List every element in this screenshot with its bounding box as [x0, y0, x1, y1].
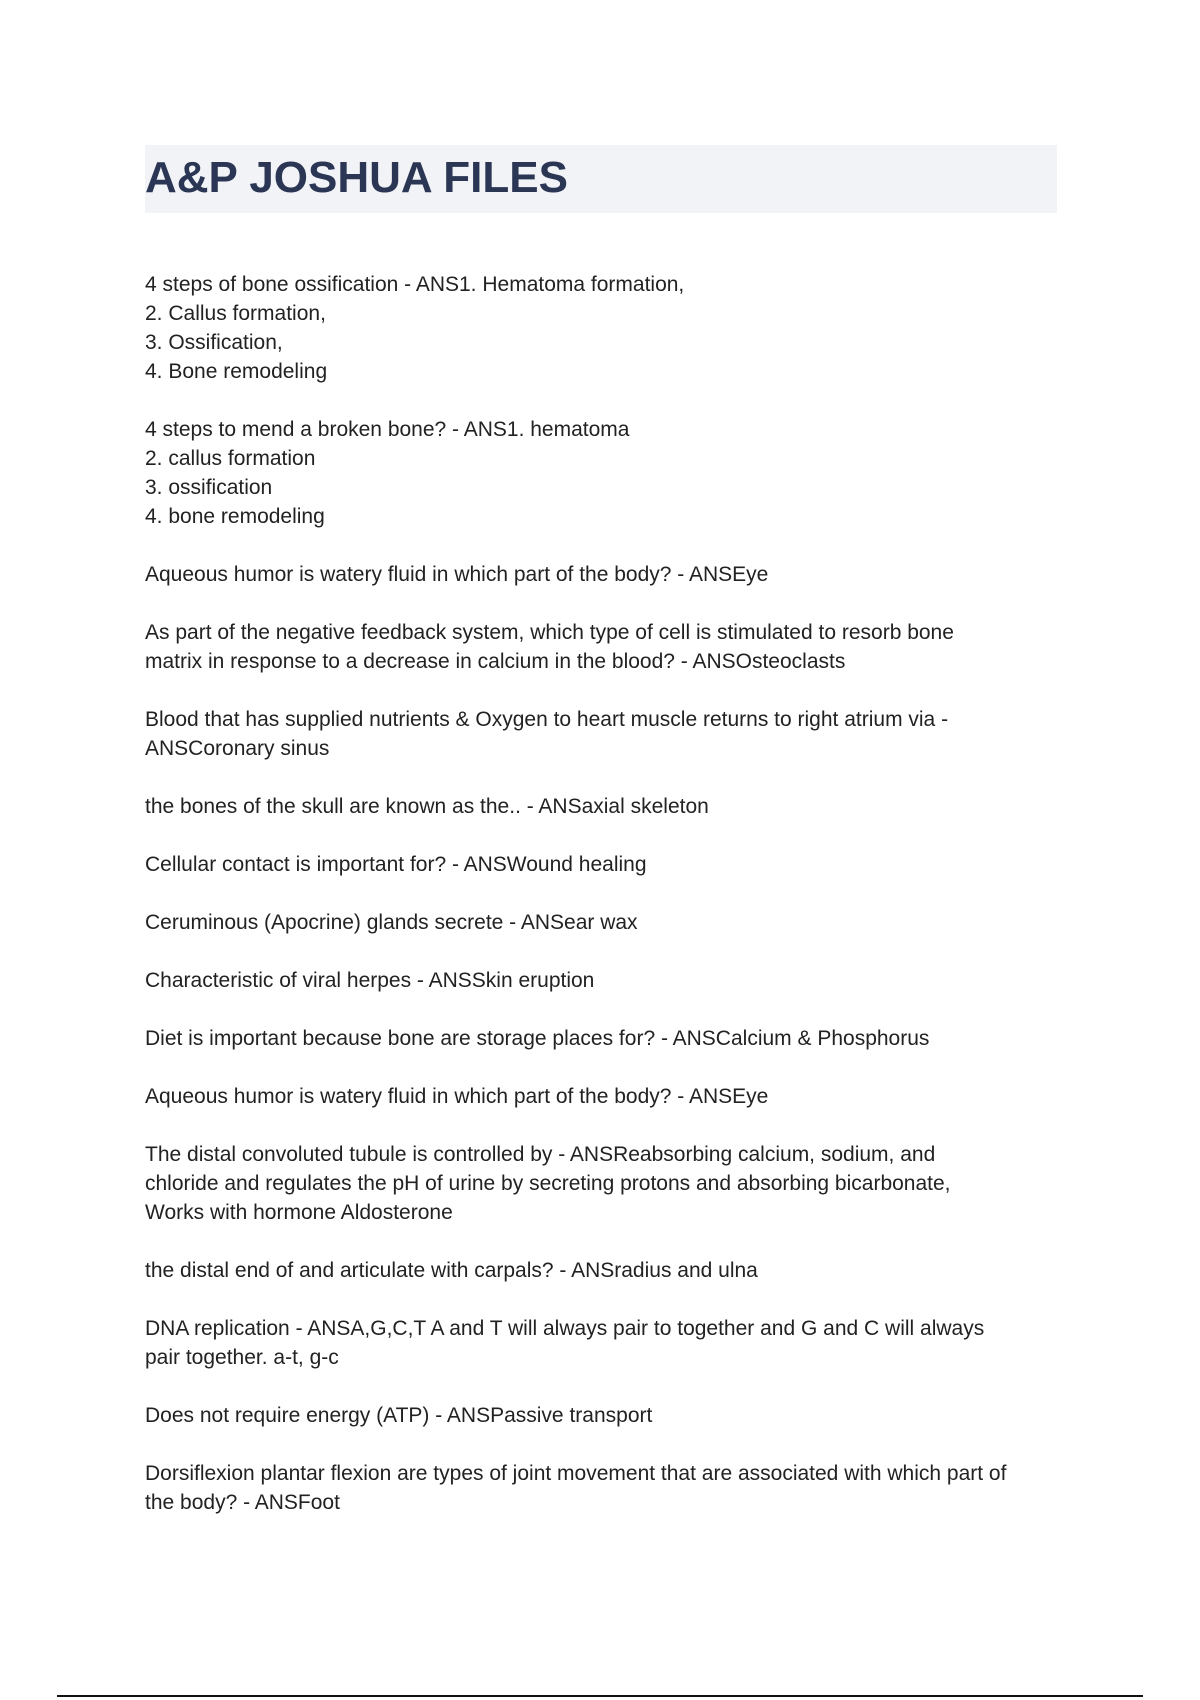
- flashcard-text-line: the body? - ANSFoot: [145, 1491, 340, 1514]
- flashcard-text-line: 4 steps of bone ossification - ANS1. Hematoma formation,: [145, 273, 685, 296]
- flashcard-text-line: Does not require energy (ATP) - ANSPassive transport: [145, 1404, 653, 1427]
- flashcard-text-line: the distal end of and articulate with carpals? - ANSradius and ulna: [145, 1259, 758, 1282]
- flashcard-text-line: matrix in response to a decrease in calcium in the blood? - ANSOsteoclasts: [145, 650, 846, 673]
- flashcard-text-line: Dorsiflexion plantar flexion are types of joint movement that are associated with which part of: [145, 1462, 1007, 1485]
- flashcard-entry: [145, 1256, 1065, 1285]
- flashcard-entry: [145, 705, 1065, 763]
- flashcard-text-line: 2. Callus formation,: [145, 302, 326, 325]
- flashcard-text-line: DNA replication - ANSA,G,C,T A and T will always pair to together and G and C will always: [145, 1317, 985, 1340]
- flashcard-text-line: the bones of the skull are known as the.. - ANSaxial skeleton: [145, 795, 709, 818]
- flashcard-entry: [145, 792, 1065, 821]
- flashcard-entry: [145, 415, 1065, 531]
- flashcard-text-line: 4 steps to mend a broken bone? - ANS1. hematoma: [145, 418, 630, 441]
- flashcard-entry: [145, 270, 1065, 386]
- flashcard-text-line: 4. bone remodeling: [145, 505, 325, 528]
- flashcard-entry: [145, 1459, 1065, 1517]
- title-banner: [145, 145, 1057, 213]
- flashcard-entry: [145, 850, 1065, 879]
- flashcard-text-line: Characteristic of viral herpes - ANSSkin eruption: [145, 969, 595, 992]
- flashcard-entry: [145, 1401, 1065, 1430]
- flashcard-text-line: Ceruminous (Apocrine) glands secrete - ANSear wax: [145, 911, 638, 934]
- flashcard-text-line: 3. ossification: [145, 476, 273, 499]
- flashcard-text-line: Cellular contact is important for? - ANSWound healing: [145, 853, 647, 876]
- flashcard-entry: [145, 1140, 1065, 1227]
- flashcard-text-line: Aqueous humor is watery fluid in which part of the body? - ANSEye: [145, 1085, 769, 1108]
- flashcard-entry: [145, 1082, 1065, 1111]
- flashcard-text-line: Blood that has supplied nutrients & Oxygen to heart muscle returns to right atrium via -: [145, 708, 949, 731]
- flashcard-entry: [145, 618, 1065, 676]
- flashcard-entry: [145, 1024, 1065, 1053]
- flashcard-text-line: Aqueous humor is watery fluid in which part of the body? - ANSEye: [145, 563, 769, 586]
- flashcard-text-line: Diet is important because bone are storage places for? - ANSCalcium & Phosphorus: [145, 1027, 930, 1050]
- flashcard-entry: [145, 966, 1065, 995]
- flashcard-list: [145, 270, 1065, 1546]
- flashcard-text-line: The distal convoluted tubule is controlled by - ANSReabsorbing calcium, sodium, and: [145, 1143, 936, 1166]
- flashcard-text-line: 4. Bone remodeling: [145, 360, 328, 383]
- flashcard-entry: [145, 1314, 1065, 1372]
- document-title: A&P JOSHUA FILES: [145, 153, 568, 202]
- flashcard-entry: [145, 908, 1065, 937]
- flashcard-text-line: chloride and regulates the pH of urine by secreting protons and absorbing bicarbonate,: [145, 1172, 951, 1195]
- footer-divider: [57, 1695, 1143, 1697]
- flashcard-entry: [145, 560, 1065, 589]
- flashcard-text-line: Works with hormone Aldosterone: [145, 1201, 453, 1224]
- flashcard-text-line: As part of the negative feedback system, which type of cell is stimulated to resorb bone: [145, 621, 954, 644]
- flashcard-text-line: 3. Ossification,: [145, 331, 283, 354]
- flashcard-text-line: pair together. a-t, g-c: [145, 1346, 339, 1369]
- flashcard-text-line: 2. callus formation: [145, 447, 316, 470]
- flashcard-text-line: ANSCoronary sinus: [145, 737, 330, 760]
